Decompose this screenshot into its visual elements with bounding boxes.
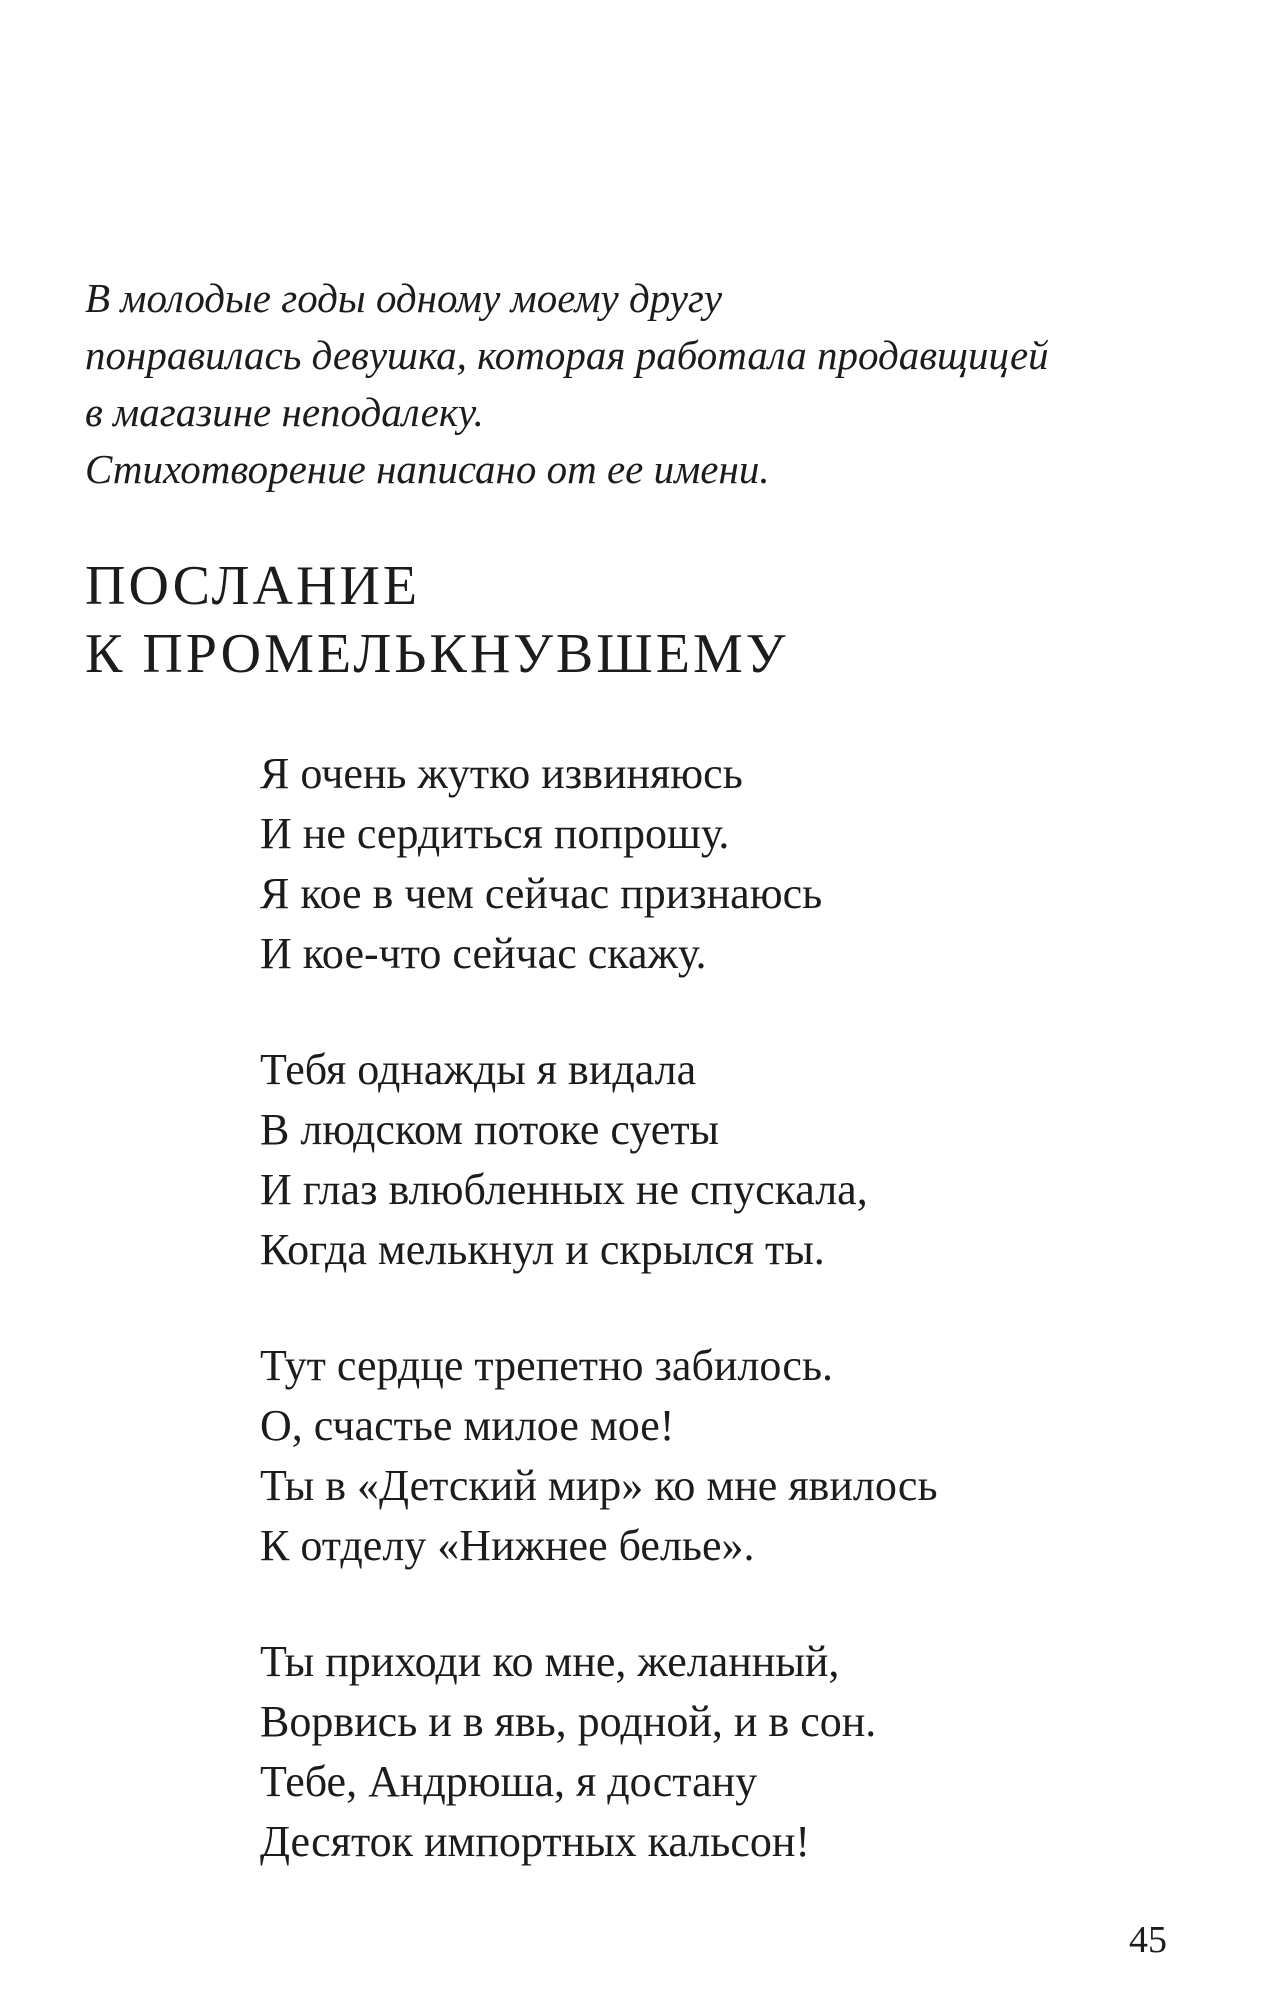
stanza <box>260 1040 938 1280</box>
verse-line: Тебе, Андрюша, я достану <box>260 1757 758 1806</box>
verse-line: И не сердиться попрошу. <box>260 809 730 858</box>
verse-line: Ворвись и в явь, родной, и в сон. <box>260 1697 877 1746</box>
poem-title-line: К ПРОМЕЛЬКНУВШЕМУ <box>85 623 789 685</box>
epigraph-line: понравилась девушка, которая работала продавщицей <box>85 332 1049 378</box>
verse-line: Я кое в чем сейчас признаюсь <box>260 869 823 918</box>
epigraph-line: в магазине неподалеку. <box>85 389 484 435</box>
stanza <box>260 1336 938 1576</box>
verse-line: Я очень жутко извиняюсь <box>260 749 743 798</box>
verse-line: Ты приходи ко мне, желанный, <box>260 1637 840 1686</box>
verse-line: Тебя однажды я видала <box>260 1045 697 1094</box>
verse-line: Когда мелькнул и скрылся ты. <box>260 1225 825 1274</box>
poem-title-line: ПОСЛАНИЕ <box>85 555 421 617</box>
verse-line: О, счастье милое мое! <box>260 1401 675 1450</box>
poem-body <box>260 744 938 1928</box>
stanza <box>260 1632 938 1872</box>
epigraph-line: Стихотворение написано от ее имени. <box>85 446 770 492</box>
poem-title <box>85 552 788 688</box>
verse-line: В людском потоке суеты <box>260 1105 720 1154</box>
verse-line: Десяток импортных кальсон! <box>260 1817 811 1866</box>
verse-line: Ты в «Детский мир» ко мне явилось <box>260 1461 938 1510</box>
verse-line: К отделу «Нижнее белье». <box>260 1521 755 1570</box>
epigraph-line: В молодые годы одному моему другу <box>85 275 723 321</box>
stanza <box>260 744 938 984</box>
page-number: 45 <box>1129 1919 1167 1961</box>
verse-line: Тут сердце трепетно забилось. <box>260 1341 834 1390</box>
verse-line: И глаз влюбленных не спускала, <box>260 1165 868 1214</box>
epigraph <box>85 270 1205 498</box>
verse-line: И кое-что сейчас скажу. <box>260 929 707 978</box>
